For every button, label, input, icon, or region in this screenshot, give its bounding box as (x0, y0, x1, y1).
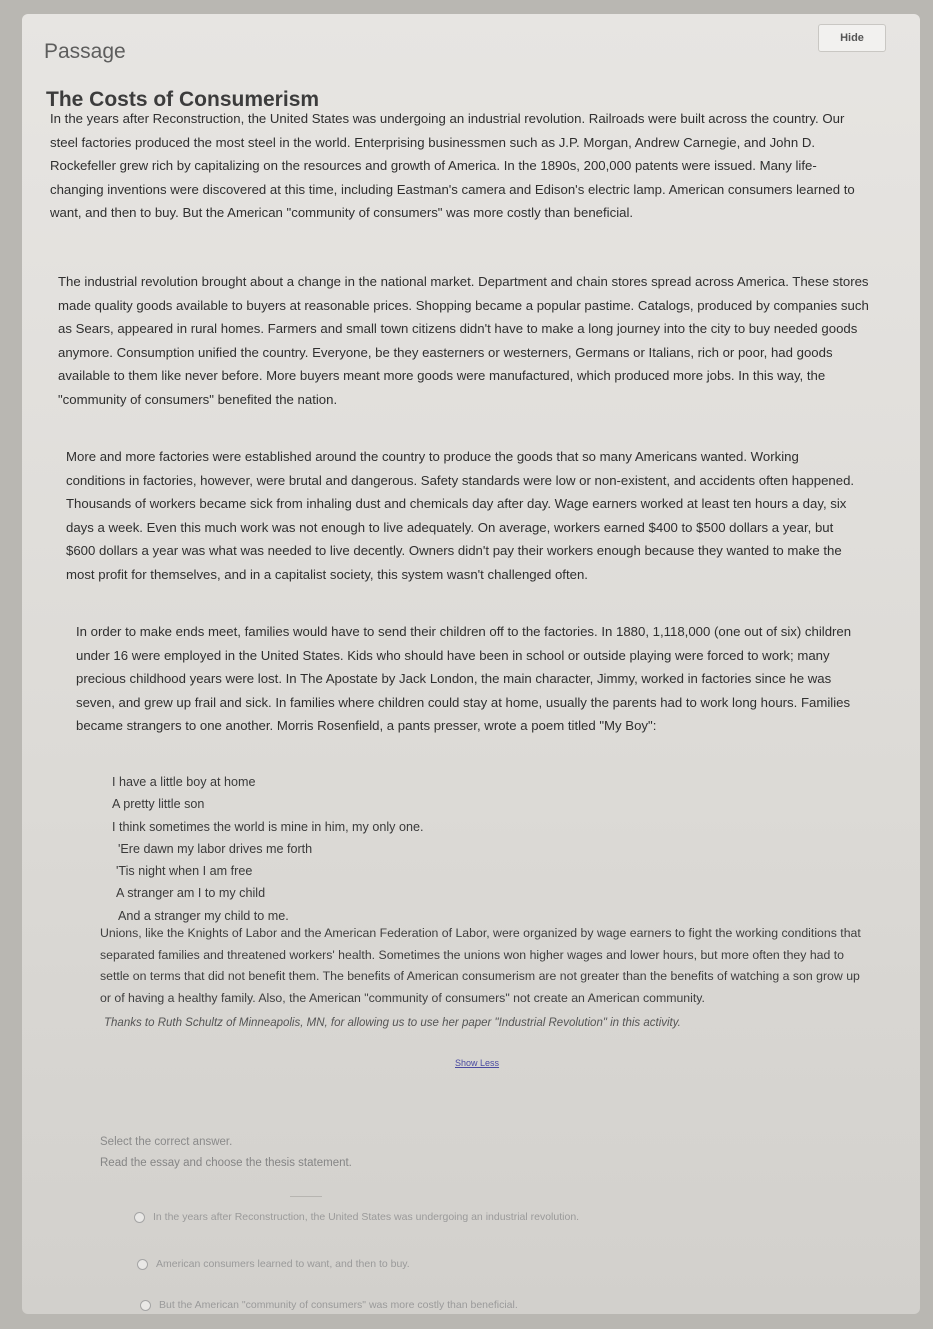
paragraph-1: In the years after Reconstruction, the United States was undergoing an industrial revolution. Railroads were built across the country. Our steel factories produced the most steel in the world. Enterprising businessmen such as J.P. Morgan, Andrew Carnegie, and John D. Rockefeller grew rich by capitalizing on the resources and growth of America. In the 1890s, 200,000 patents were issued. Many life-changing inventions were discovered at this time, including Eastman's camera and Edison's electric lamp. American consumers learned to want, and then to buy. But the American "community of consumers" was more costly than beneficial. (50, 111, 855, 220)
hide-button[interactable]: Hide (818, 24, 886, 52)
answer-option-label: American consumers learned to want, and then to buy. (156, 1258, 410, 1270)
question-instruction: Select the correct answer. (100, 1136, 233, 1148)
poem-line: And a stranger my child to me. (118, 908, 289, 923)
poem-line: 'Ere dawn my labor drives me forth (118, 841, 313, 856)
poem-line: 'Tis night when I am free (116, 864, 253, 879)
article-title: The Costs of Consumerism (46, 88, 320, 111)
question-prompt: Read the essay and choose the thesis statement. (100, 1157, 352, 1169)
paragraph-2: The industrial revolution brought about a change in the national market. Department and chain stores spread across America. These stores made quality goods available to buyers at reasonable prices. Shopping became a popular pastime. Catalogs, produced by companies such as Sears, appeared in rural homes. Farmers and small town citizens didn't have to make a long journey into the city to buy needed goods anymore. Consumption unified the country. Everyone, be they easterners or westerners, Germans or Italians, rich or poor, had goods available to them like never before. More buyers meant more goods were manufactured, which produced more jobs. In this way, the "community of consumers" benefited the nation. (58, 274, 869, 407)
poem-line: I think sometimes the world is mine in him, my only one. (112, 819, 424, 834)
divider (290, 1196, 322, 1197)
poem (112, 771, 423, 927)
answer-option-label: But the American "community of consumers" was more costly than beneficial. (159, 1299, 518, 1311)
show-less-link[interactable]: Show Less (455, 1058, 500, 1068)
radio-button[interactable] (137, 1259, 148, 1270)
passage-label: Passage (44, 40, 126, 63)
paragraph-5: Unions, like the Knights of Labor and the American Federation of Labor, were organized by wage earners to fight the working conditions that separated families and threatened workers' health. Sometimes the unions won higher wages and lower hours, but more often they had to settle on terms that did not benefit them. The benefits of American consumerism are not greater than the benefits of watching a son grow up or of having a healthy family. Also, the American "community of consumers" not create an American community. (100, 926, 861, 1005)
radio-button[interactable] (140, 1300, 151, 1311)
poem-line: A pretty little son (112, 797, 205, 812)
credit-note: Thanks to Ruth Schultz of Minneapolis, MN, for allowing us to use her paper "Industrial Revolution" in this activity. (104, 1017, 681, 1029)
paragraph-3: More and more factories were established around the country to produce the goods that so many Americans wanted. Working conditions in factories, however, were brutal and dangerous. Safety standards were low or non-existent, and accidents often happened. Thousands of workers became sick from inhaling dust and chemicals day after day. Wage earners worked at least ten hours a day, six days a week. Even this much work was not enough to live adequately. On average, workers earned $400 to $500 dollars a year, but $600 dollars a year was what was needed to live decently. Owners didn't pay their workers enough because they wanted to make the most profit for themselves, and in a capitalist society, this system wasn't challenged often. (66, 449, 855, 582)
radio-button[interactable] (134, 1212, 145, 1223)
answer-option-3[interactable] (140, 1299, 518, 1311)
answer-option-label: In the years after Reconstruction, the United States was undergoing an industrial revolution. (153, 1211, 580, 1223)
poem-line: I have a little boy at home (112, 775, 256, 789)
poem-line: A stranger am I to my child (116, 886, 266, 901)
paragraph-4: In order to make ends meet, families would have to send their children off to the factories. In 1880, 1,118,000 (one out of six) children under 16 were employed in the United States. Kids who should have been in school or outside playing were forced to work; many precious childhood years were lost. In The Apostate by Jack London, the main character, Jimmy, worked in factories since he was seven, and grew up frail and sick. In families where children could stay at home, usually the parents had to work long hours. Families became strangers to one another. Morris Rosenfield, a pants presser, wrote a poem titled "My Boy": (76, 624, 852, 733)
answer-option-2[interactable] (137, 1258, 410, 1270)
answer-option-1[interactable] (134, 1211, 579, 1223)
